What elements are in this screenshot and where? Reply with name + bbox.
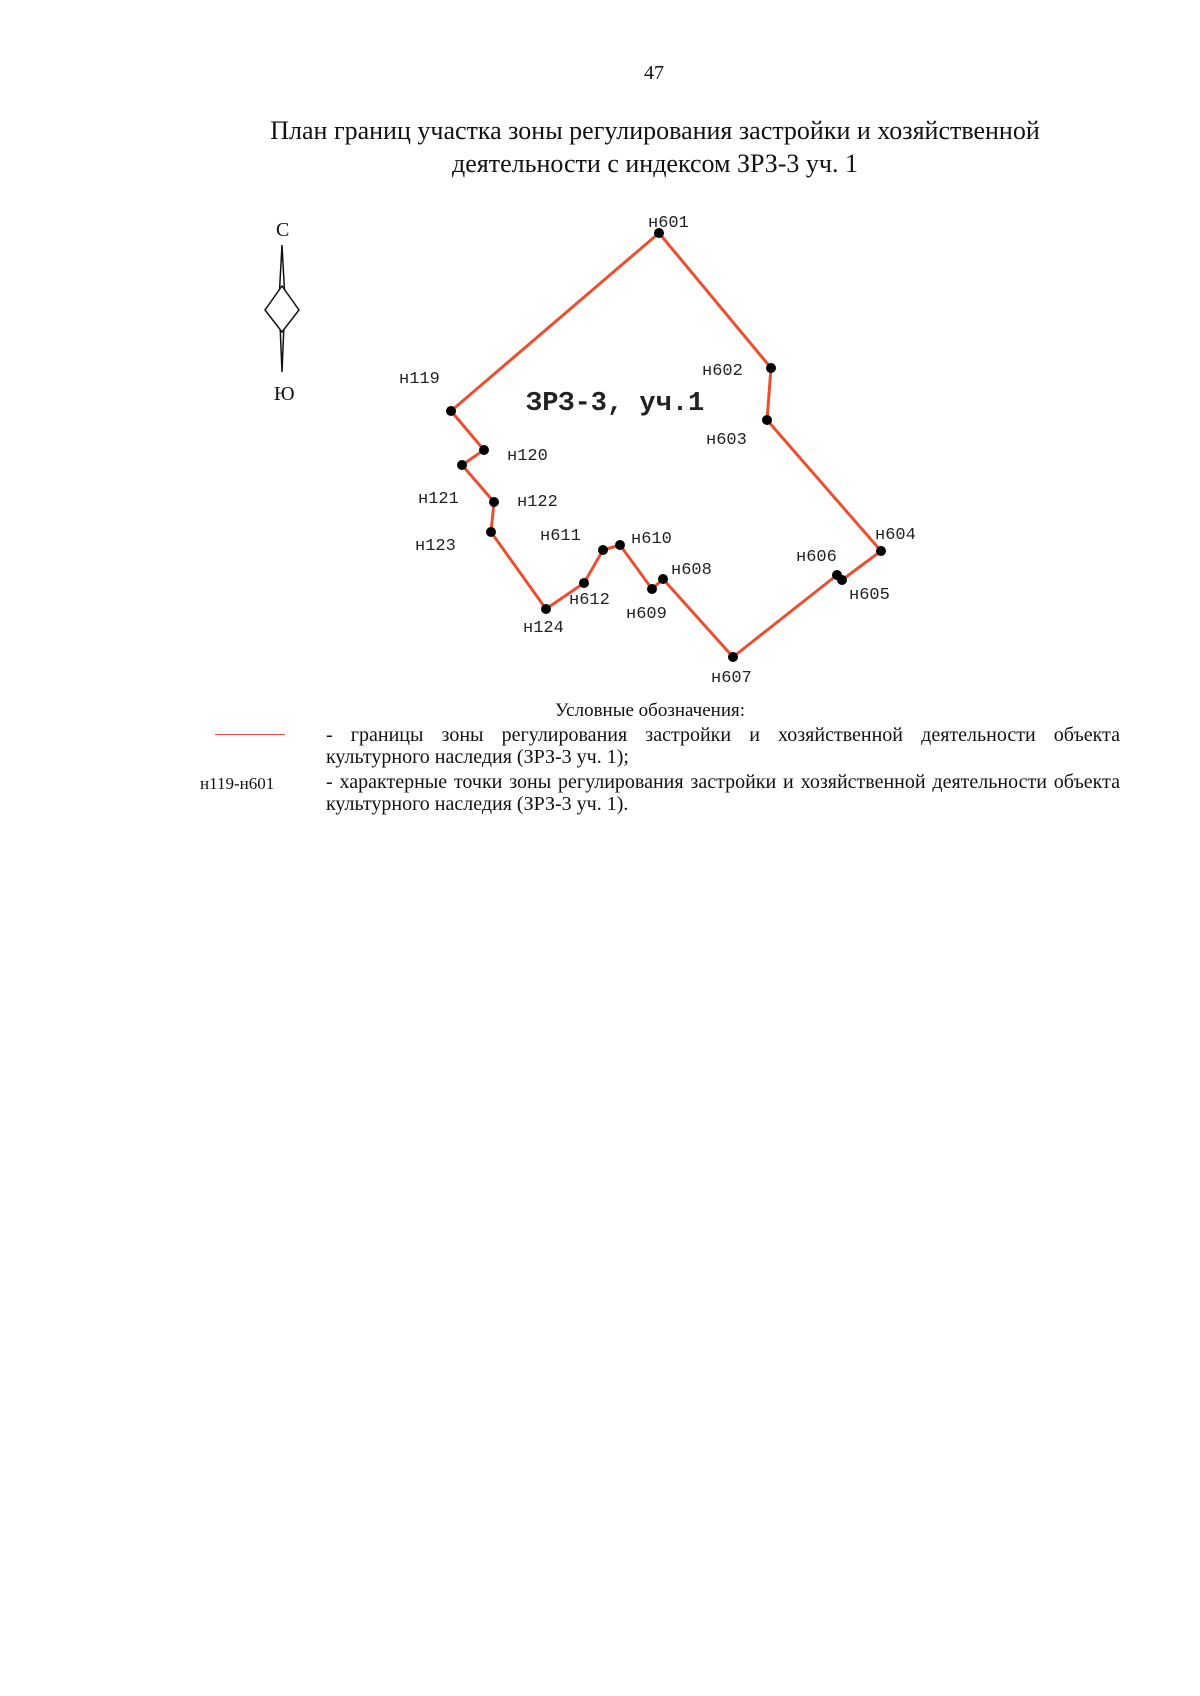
point-label-h609: н609	[626, 605, 667, 624]
boundary-point-h610	[615, 540, 625, 550]
boundary-point-h602	[766, 363, 776, 373]
point-label-h607: н607	[711, 669, 752, 688]
point-label-h603: н603	[706, 431, 747, 450]
title-line-2: деятельности с индексом ЗРЗ-3 уч. 1	[451, 149, 859, 178]
boundary-point-h608	[658, 574, 668, 584]
boundary-point-h607	[728, 652, 738, 662]
legend-text-boundary: - границы зоны регулирования застройки и хозяйственной деятельности объекта культурного наследия (ЗРЗ-3 уч. 1);	[326, 724, 1120, 768]
boundary-point-h611	[598, 545, 608, 555]
boundary-plan	[0, 0, 1200, 760]
point-label-h610: н610	[631, 530, 672, 549]
boundary-point-h121	[457, 460, 467, 470]
point-label-h605: н605	[849, 586, 890, 605]
legend-text-points: - характерные точки зоны регулирования застройки и хозяйственной деятельности объекта культурного наследия (ЗРЗ-3 уч. 1).	[326, 771, 1120, 815]
point-label-h612: н612	[569, 591, 610, 610]
boundary-line-symbol	[215, 734, 285, 735]
compass-rose-icon	[265, 245, 299, 372]
point-label-h123: н123	[415, 537, 456, 556]
point-label-h602: н602	[702, 362, 743, 381]
boundary-point-h119	[446, 406, 456, 416]
boundary-point-h123	[486, 527, 496, 537]
boundary-point-h124	[541, 604, 551, 614]
point-label-h121: н121	[418, 490, 459, 509]
compass-north-label: С	[276, 219, 290, 241]
boundary-point-h612	[579, 578, 589, 588]
point-label-h124: н124	[523, 619, 564, 638]
point-label-h611: н611	[540, 527, 581, 546]
point-label-h119: н119	[399, 370, 440, 389]
boundary-point-h604	[876, 546, 886, 556]
boundary-point-h609	[647, 584, 657, 594]
page-number: 47	[644, 62, 664, 84]
zone-label: ЗРЗ-3, уч.1	[526, 389, 705, 419]
point-label-h120: н120	[507, 447, 548, 466]
boundary-point-h603	[762, 415, 772, 425]
compass-south-label: Ю	[274, 383, 295, 405]
zone-boundary	[451, 233, 881, 657]
point-label-h608: н608	[671, 561, 712, 580]
boundary-point-h120	[479, 445, 489, 455]
boundary-point-h122	[489, 497, 499, 507]
point-label-h604: н604	[875, 526, 916, 545]
point-label-h601: н601	[648, 214, 689, 233]
title-line-1: План границ участка зоны регулирования застройки и хозяйственной	[270, 116, 1040, 145]
point-label-h122: н122	[517, 493, 558, 512]
legend-heading: Условные обозначения:	[554, 700, 746, 721]
point-label-h606: н606	[796, 548, 837, 567]
boundary-point-h606	[832, 570, 842, 580]
legend-points-code: н119-н601	[200, 774, 275, 793]
